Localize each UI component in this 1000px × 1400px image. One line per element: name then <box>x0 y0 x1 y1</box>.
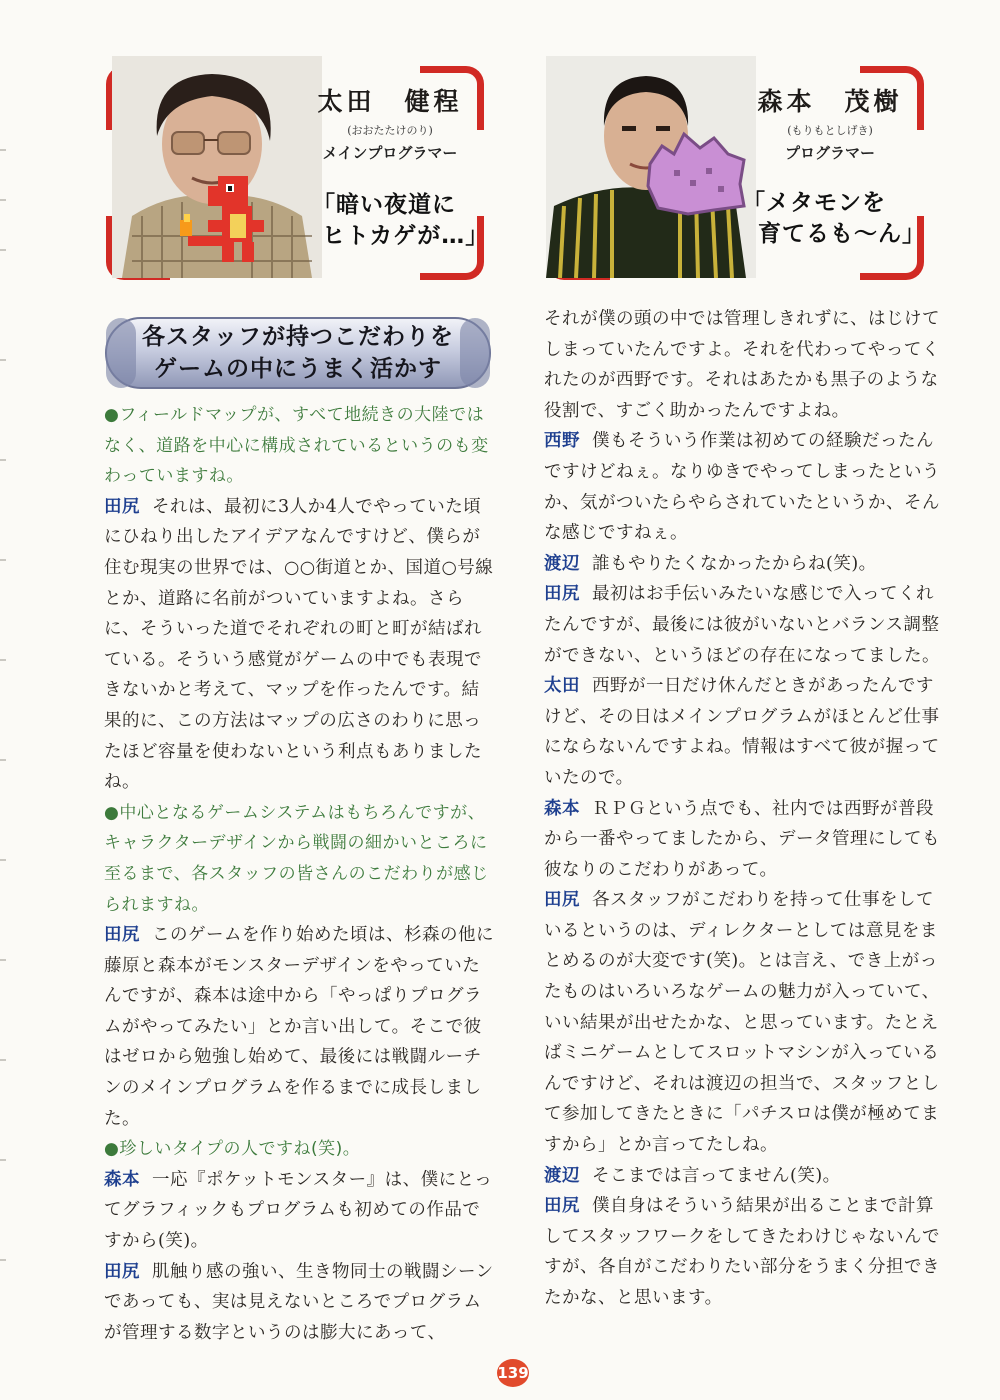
page-number <box>496 1358 530 1388</box>
quote-line: 育てるも〜ん」 <box>758 221 926 247</box>
profile-ota <box>100 56 490 284</box>
page-number-text: 139 <box>497 1364 529 1382</box>
speaker-name: 太田 <box>544 676 580 697</box>
section-headline <box>104 314 492 392</box>
person-name: 森本 茂樹 <box>757 87 903 116</box>
headline-line: ゲームの中にうまく活かす <box>154 356 442 382</box>
name-block <box>300 82 480 163</box>
speaker-name: 渡辺 <box>544 553 580 574</box>
profile-quote <box>742 188 926 250</box>
answer-text: 肌触り感の強い、生き物同士の戦闘シーンであっても、実は見えないところでプログラムが管理する数字というのは膨大にあって、 <box>104 1261 494 1343</box>
answer-paragraph <box>544 1191 944 1313</box>
answer-text: そこまでは言ってません(笑)。 <box>592 1165 841 1186</box>
answer-paragraph <box>104 492 496 798</box>
question-text: ●珍しいタイプの人ですね(笑)。 <box>104 1139 361 1160</box>
speaker-name: 田尻 <box>104 496 140 517</box>
answer-text: 西野が一日だけ休んだときがあったんですけど、その日はメインプログラムがほとんど仕事にならないんですよね。情報はすべて彼が握っていたので。 <box>544 676 940 788</box>
answer-paragraph <box>104 1165 496 1257</box>
person-name: 太田 健程 <box>317 87 463 116</box>
headline-line: 各スタッフが持つこだわりを <box>142 324 454 350</box>
answer-paragraph <box>544 426 944 548</box>
metamon-sprite <box>644 124 750 216</box>
profile-quote <box>312 190 489 252</box>
question-text: ●中心となるゲームシステムはもちろんですが、キャラクターデザインから戦闘の細かいところに至るまで、各スタッフの皆さんのこだわりが感じられますね。 <box>104 802 489 915</box>
continued-text: それが僕の頭の中では管理しきれずに、はじけてしまっていたんですよ。それを代わってやってくれたのが西野です。それはあたかも黒子のような役割で、すごく助かったんですよね。 <box>544 309 940 421</box>
speaker-name: 森本 <box>104 1169 140 1190</box>
answer-text: このゲームを作り始めた頃は、杉森の他に藤原と森本がモンスターデザインをやっていたんですが、森本は途中から「やっぱりプログラムがやってみたい」とか言い出して。そこで彼はゼロから勉強し始めて、最後には戦闘ルーチンのメインプログラムを作るまでに成長しました。 <box>104 925 494 1129</box>
person-role: プログラマー <box>784 144 875 162</box>
answer-paragraph <box>104 920 496 1134</box>
name-reading: (もりもとしげき) <box>787 124 873 137</box>
speaker-name: 田尻 <box>544 890 580 911</box>
answer-paragraph <box>544 579 944 671</box>
edge-marks <box>0 0 10 1400</box>
answer-text: ＲＰＧという点でも、社内では西野が普段から一番やってましたから、データ管理にしても彼なりのこだわりがあって。 <box>544 798 940 880</box>
answer-text: 一応『ポケットモンスター』は、僕にとってグラフィックもプログラムも初めての作品ですから(笑)。 <box>104 1169 493 1252</box>
speaker-name: 田尻 <box>104 1261 140 1282</box>
question-text: ●フィールドマップが、すべて地続きの大陸ではなく、道路を中心に構成されているというのも変わっていますね。 <box>104 405 489 487</box>
name-block <box>740 82 920 163</box>
person-role: メインプログラマー <box>322 144 458 162</box>
quote-line: 「メタモンを <box>742 190 886 216</box>
quote-line: ヒトカゲが…」 <box>322 223 490 249</box>
article-column-left <box>104 400 496 1348</box>
speaker-name: 田尻 <box>104 925 140 946</box>
answer-text: 僕自身はそういう結果が出ることまで計算してスタッフワークをしてきたわけじゃないんですが、各自がこだわりたい部分をうまく分担できたかな、と思います。 <box>544 1196 940 1308</box>
answer-paragraph <box>544 1161 944 1192</box>
speaker-name: 田尻 <box>544 1196 580 1217</box>
profile-morimoto <box>540 56 930 284</box>
speaker-name: 田尻 <box>544 584 580 605</box>
answer-paragraph <box>544 885 944 1160</box>
speaker-name: 渡辺 <box>544 1165 580 1186</box>
answer-paragraph <box>544 671 944 793</box>
answer-paragraph <box>104 1257 496 1349</box>
answer-text: 僕もそういう作業は初めての経験だったんですけどねぇ。なりゆきでやってしまったというか、気がついたらやらされていたというか、そんな感じですねぇ。 <box>544 431 940 544</box>
name-reading: (おおたたけのり) <box>347 124 433 137</box>
answer-text: それは、最初に3人か4人でやっていた頃にひねり出したアイデアなんですけど、僕らが住む現実の世界では、○○街道とか、国道○号線とか、道路に名前がついていますよね。さらに、そういった道でそれぞれの町と町が結ばれている。そういう感覚がゲームの中でも表現できないかと考えて、マップを作ったんです。結果的に、この方法はマップの広さのわりに思ったほど容量を使わないという利点もありましたね。 <box>104 496 494 793</box>
article-column-right <box>544 304 944 1314</box>
answer-paragraph <box>544 794 944 886</box>
answer-text: 最初はお手伝いみたいな感じで入ってくれたんですが、最後には彼がいないとバランス調整ができない、というほどの存在になってました。 <box>544 584 940 666</box>
quote-line: 「暗い夜道に <box>312 192 456 218</box>
answer-paragraph <box>544 549 944 580</box>
speaker-name: 西野 <box>544 431 580 452</box>
hitokage-sprite <box>178 166 290 282</box>
answer-text: 各スタッフがこだわりを持って仕事をしているというのは、ディレクターとしては意見をまとめるのが大変です(笑)。とは言え、でき上がったものはいろいろなゲームの魅力が入っていて、いい結果が出せたかな、と思っています。たとえばミニゲームとしてスロットマシンが入っているんですけど、それは渡辺の担当で、スタッフとして参加してきたときに「パチスロは僕が極めてますから」とか言ってたしね。 <box>544 890 940 1156</box>
answer-text: 誰もやりたくなかったからね(笑)。 <box>592 553 877 574</box>
speaker-name: 森本 <box>544 798 580 819</box>
